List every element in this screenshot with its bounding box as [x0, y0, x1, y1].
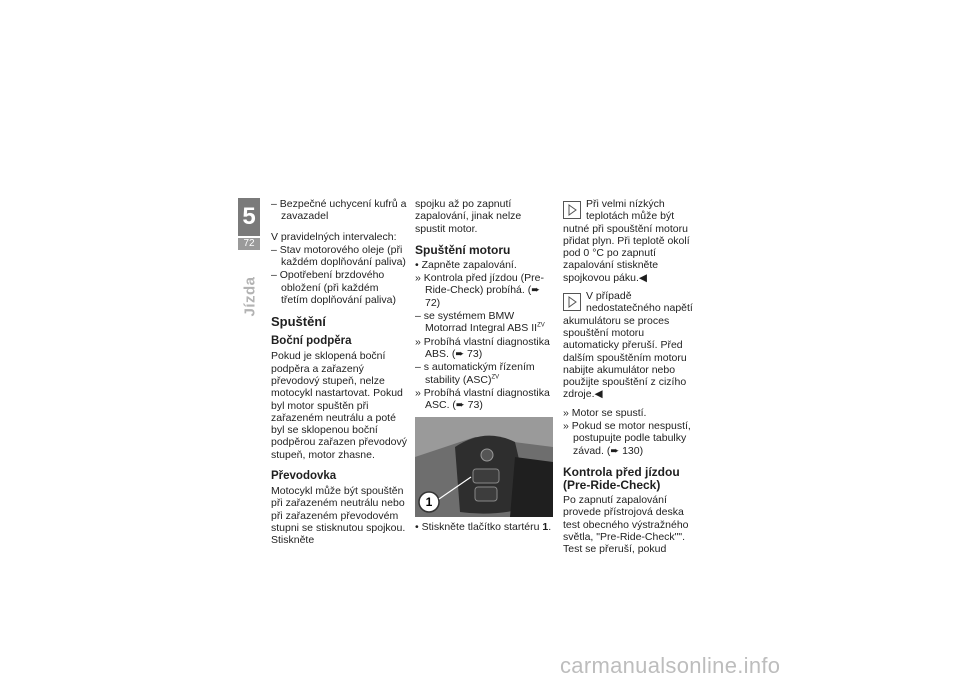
list-item: » Kontrola před jízdou (Pre-Ride-Check) probíhá. (➨ 72): [415, 272, 553, 309]
list-item: – s automatickým řízením stability (ASC)$^{ZV}$: [415, 361, 553, 386]
subsection-heading: Kontrola před jízdou (Pre-Ride-Check): [563, 464, 680, 492]
section-heading: Spuštění: [271, 314, 326, 330]
list-item: » Motor se spustí.: [563, 407, 697, 419]
subsection-heading: Spuštění motoru: [415, 242, 511, 257]
photo-callout-1: 1: [425, 495, 433, 510]
list-item: • Zapněte zapalování.: [415, 259, 553, 271]
handlebar-switch-photo: [415, 417, 553, 517]
chapter-number: 5: [238, 198, 260, 236]
paragraph: spojku až po zapnutí zapalování, jinak nelze spustit motor.: [415, 198, 522, 235]
chapter-side-label-text: Jízda: [241, 276, 259, 317]
list-item: » Probíhá vlastní diagnostika ABS. (➨ 73): [415, 336, 553, 361]
list-item: » Probíhá vlastní diagnostika ASC. (➨ 73): [415, 387, 553, 412]
list-item: – Opotřebení brzdového obložení (při každém třetím doplňování paliva): [271, 269, 407, 306]
note-icon: [563, 201, 581, 219]
list-item: – Stav motorového oleje (při každém doplňování paliva): [271, 244, 407, 269]
list-item: • Stiskněte tlačítko startéru 1.: [415, 521, 553, 533]
note-block: [563, 198, 697, 284]
list-item: » Pokud se motor nespustí, postupujte podle tabulky závad. (➨ 130): [563, 420, 697, 457]
note-block: [563, 290, 697, 401]
column-1: [271, 198, 407, 548]
note-text: Při velmi nízkých teplotách může být nutné při spouštění motoru přidat plyn. Při teplotě okolí pod 0 °C po zapnutí zapalování stiskněte spojkovou páku.◀: [563, 198, 690, 284]
note-text: V případě nedostatečného napětí akumulátoru se proces spouštění motoru automaticky přeruší. Před dalším spouštěním motoru nabijte akumulátor nebo použijte spouštění z cizího zdroje.◀: [563, 290, 693, 401]
note-icon: [563, 293, 581, 311]
chapter-side-label: [235, 258, 265, 328]
list-item: – Bezpečné uchycení kufrů a zavazadel: [271, 198, 407, 223]
list-item: – se systémem BMW Motorrad Integral ABS $II^{ZV}$: [415, 310, 553, 335]
intervals-intro: V pravidelných intervalech:: [271, 230, 397, 243]
handlebar-switch-illustration: [415, 417, 553, 517]
paragraph: Pokud je sklopená boční podpěra a zařazený převodový stupeň, nelze motocykl nastartovat. Pokud byl motor spuštěn při zařazeném neutrálu a poté byl se sklopenou boční podpěrou zařazen převodový stupeň, motor zhasne.: [271, 350, 408, 461]
subsection-heading: Převodovka: [271, 470, 337, 483]
paragraph: Po zapnutí zapalování provede přístrojová deska test obecného výstražného světla, "Pre-Ride-Check"". Test se přeruší, pokud: [563, 493, 689, 556]
column-3: [563, 198, 697, 556]
subsection-heading: Boční podpěra: [271, 335, 352, 348]
paragraph: Motocykl může být spouštěn při zařazeném neutrálu nebo při zařazeném převodovém stupni se stisknutou spojkou. Stiskněte: [271, 485, 406, 547]
column-2: [415, 198, 553, 535]
watermark: carmanualsonline.info: [560, 653, 781, 678]
page-number: 72: [238, 238, 260, 250]
